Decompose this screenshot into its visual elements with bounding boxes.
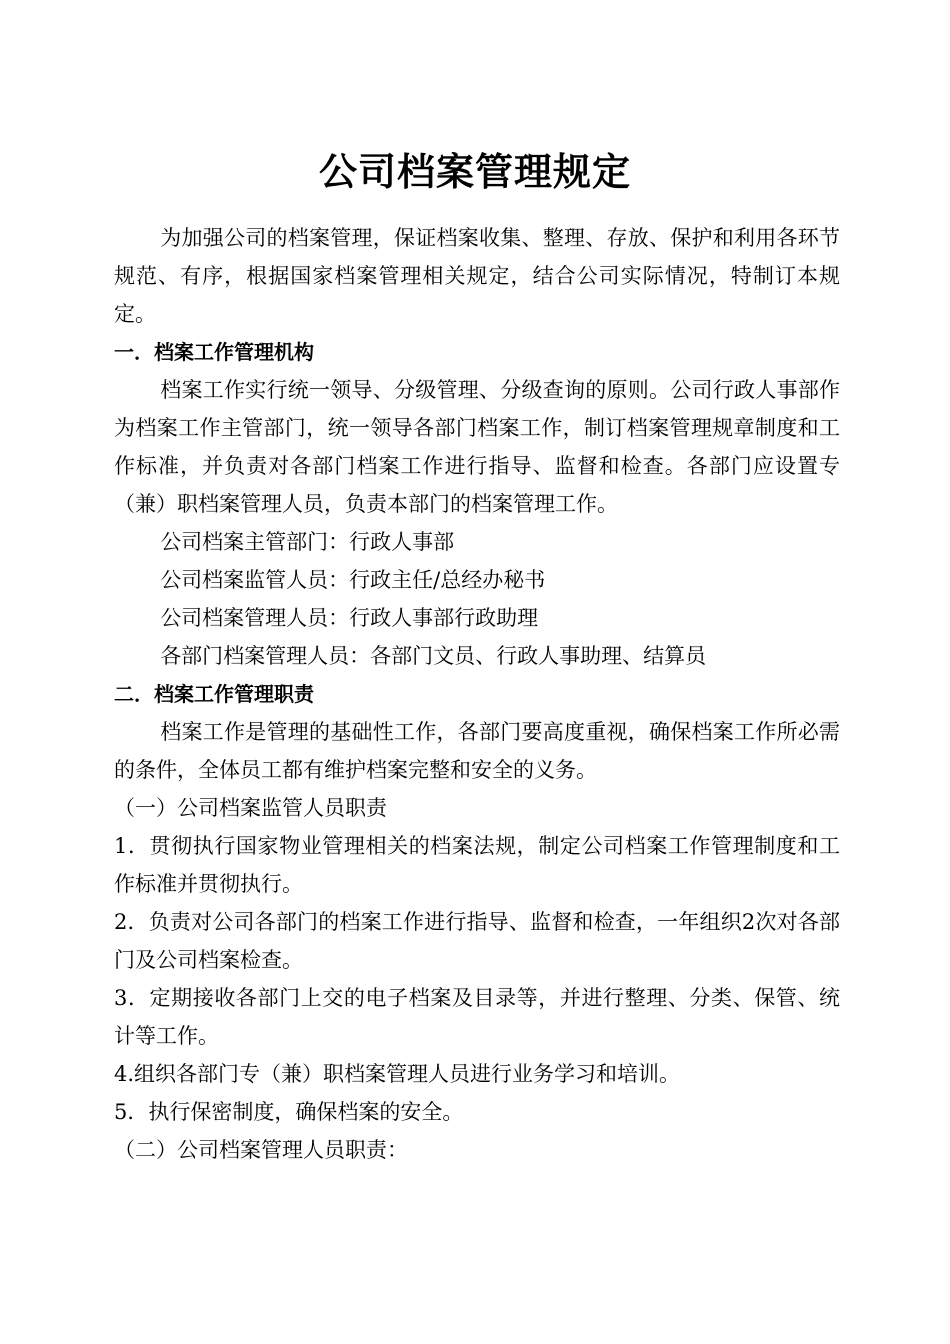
list-item: 2．负责对公司各部门的档案工作进行指导、监督和检查，一年组织2次对各部门及公司档案检查。 [114, 910, 840, 972]
list-item: 1．贯彻执行国家物业管理相关的档案法规，制定公司档案工作管理制度和工作标准并贯彻执行。 [114, 834, 840, 896]
role-line: 公司档案监管人员：行政主任/总经办秘书 [160, 568, 546, 592]
role-line: 各部门档案管理人员：各部门文员、行政人事助理、结算员 [160, 644, 707, 668]
section-2-heading: 二．档案工作管理职责 [114, 682, 314, 706]
document-body [114, 219, 840, 1169]
section-1-heading: 一．档案工作管理机构 [114, 340, 314, 364]
list-item: 4.组织各部门专（兼）职档案管理人员进行业务学习和培训。 [114, 1062, 681, 1086]
subsection-1-heading: （一）公司档案监管人员职责 [114, 796, 387, 820]
list-item: 5．执行保密制度，确保档案的安全。 [114, 1100, 464, 1124]
subsection-2-heading: （二）公司档案管理人员职责： [114, 1138, 408, 1162]
page-title: 公司档案管理规定 [318, 150, 631, 194]
role-line: 公司档案主管部门：行政人事部 [160, 530, 455, 554]
list-item: 3．定期接收各部门上交的电子档案及目录等，并进行整理、分类、保管、统计等工作。 [114, 986, 840, 1048]
section-1-paragraph: 档案工作实行统一领导、分级管理、分级查询的原则。公司行政人事部作为档案工作主管部门，统一领导各部门档案工作，制订档案管理规章制度和工作标准，并负责对各部门档案工作进行指导、监督和检查。各部门应设置专（兼）职档案管理人员，负责本部门的档案管理工作。 [114, 378, 840, 516]
section-2-paragraph: 档案工作是管理的基础性工作，各部门要高度重视，确保档案工作所必需的条件，全体员工都有维护档案完整和安全的义务。 [114, 720, 840, 782]
role-line: 公司档案管理人员：行政人事部行政助理 [160, 606, 539, 630]
intro-paragraph: 为加强公司的档案管理，保证档案收集、整理、存放、保护和利用各环节规范、有序，根据国家档案管理相关规定，结合公司实际情况，特制订本规定。 [114, 226, 840, 326]
